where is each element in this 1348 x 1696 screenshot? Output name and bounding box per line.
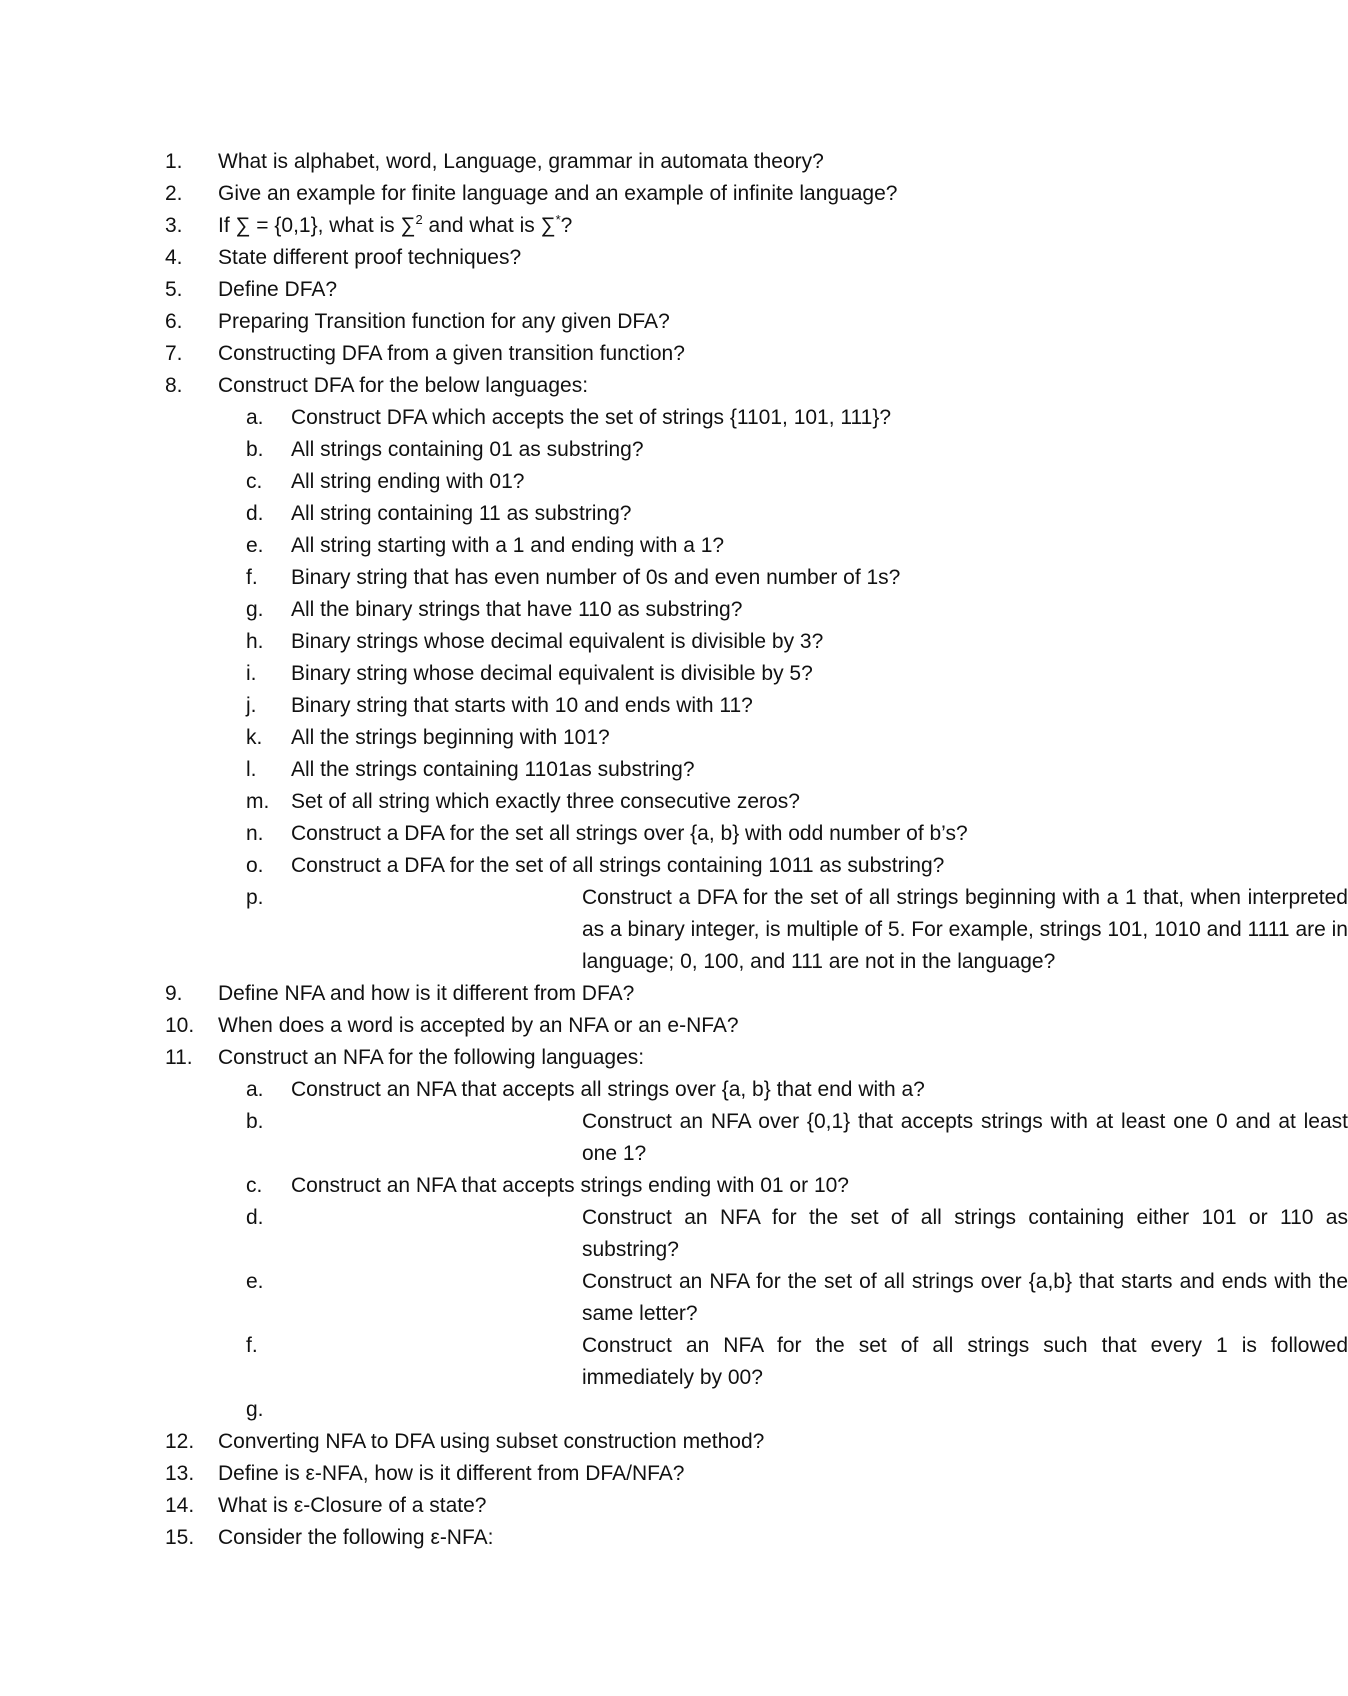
sub-question-text: All the binary strings that have 110 as substring? [291,598,743,621]
sub-question-text: Construct an NFA over {0,1} that accepts strings with at least one 0 and at least one 1? [582,1110,1348,1165]
sub-question-text: Set of all string which exactly three consecutive zeros? [291,790,800,813]
sub-question-letter: i. [246,662,257,685]
question-item [0,1490,1200,1522]
sub-question-letter: d. [246,502,264,525]
question-item [0,274,1200,306]
sub-question-item [0,402,1200,434]
sub-question-text: Construct an NFA for the set of all strings over {a,b} that starts and ends with the same letter? [582,1270,1348,1325]
question-text: Define DFA? [218,278,338,301]
question-text: Give an example for finite language and an example of infinite language? [218,182,898,205]
sub-question-item [0,1330,1348,1394]
question-list [0,146,1348,1554]
sub-question-letter: f. [246,1334,258,1357]
sub-question-letter: o. [246,854,264,877]
question-text: What is alphabet, word, Language, grammar in automata theory? [218,150,824,173]
sub-question-text: Construct DFA which accepts the set of strings {1101, 101, 111}? [291,406,892,429]
sub-question-text: All string ending with 01? [291,470,525,493]
sub-question-item [0,562,1200,594]
question-number: 11. [165,1046,193,1069]
question-number: 4. [165,246,183,269]
question-item [0,1426,1200,1458]
question-text: When does a word is accepted by an NFA or an e-NFA? [218,1014,739,1037]
question-text: Define NFA and how is it different from DFA? [218,982,635,1005]
sub-question-item [0,594,1200,626]
sub-question-letter: k. [246,726,263,749]
question-item [0,210,1200,242]
question-number: 12. [165,1430,195,1453]
sub-question-letter: f. [246,566,258,589]
question-number: 13. [165,1462,195,1485]
question-number: 5. [165,278,183,301]
question-number: 14. [165,1494,195,1517]
sub-question-text: All string starting with a 1 and ending with a 1? [291,534,725,557]
question-number: 7. [165,342,183,365]
sub-question-text: Construct an NFA for the set of all strings such that every 1 is followed immediately by 00? [582,1334,1348,1389]
question-text-part: ? [560,214,573,237]
sub-question-item [0,434,1200,466]
sub-question-item [0,850,1200,882]
sub-question-item [0,1202,1348,1266]
question-text: Converting NFA to DFA using subset construction method? [218,1430,765,1453]
question-text [218,210,572,242]
question-item [0,370,1200,402]
question-text-part: and what is ∑ [422,214,556,237]
question-text: Construct DFA for the below languages: [218,374,589,397]
question-item [0,1522,1200,1554]
sub-question-item [0,754,1200,786]
question-text: What is ε-Closure of a state? [218,1494,487,1517]
sub-question-letter: j. [246,694,257,717]
question-text: Consider the following ε-NFA: [218,1526,494,1549]
sub-question-letter: a. [246,1078,264,1101]
sub-question-item [0,1266,1348,1330]
question-item [0,338,1200,370]
sub-question-letter: b. [246,1110,264,1133]
question-text-part: If ∑ = {0,1}, what is ∑ [218,214,416,237]
question-number: 2. [165,182,183,205]
sub-question-item [0,498,1200,530]
question-text: Constructing DFA from a given transition function? [218,342,685,365]
question-number: 3. [165,214,183,237]
question-text: Preparing Transition function for any given DFA? [218,310,670,333]
sub-question-text: Construct an NFA that accepts strings ending with 01 or 10? [291,1174,849,1197]
sub-question-item [0,786,1200,818]
sub-question-item [0,1394,1200,1426]
sub-question-item [0,818,1200,850]
question-number: 15. [165,1526,195,1549]
sub-question-item [0,1074,1200,1106]
sub-question-item [0,1106,1348,1170]
sub-question-text: Binary string whose decimal equivalent is divisible by 5? [291,662,813,685]
question-item [0,242,1200,274]
question-number: 10. [165,1014,195,1037]
sub-question-letter: l. [246,758,257,781]
sub-question-letter: g. [246,598,264,621]
question-text: State different proof techniques? [218,246,522,269]
sub-question-item [0,1170,1200,1202]
sub-question-letter: h. [246,630,264,653]
superscript: 2 [415,212,423,227]
sub-question-letter: p. [246,886,264,909]
sub-question-text: Binary string that starts with 10 and ends with 11? [291,694,753,717]
sub-question-text: All string containing 11 as substring? [291,502,632,525]
sub-question-item [0,658,1200,690]
sub-question-item [0,626,1200,658]
sub-question-letter: g. [246,1398,264,1421]
question-number: 9. [165,982,183,1005]
sub-question-text: All the strings containing 1101as substring? [291,758,695,781]
sub-question-letter: a. [246,406,264,429]
sub-question-letter: d. [246,1206,264,1229]
sub-question-letter: e. [246,534,264,557]
sub-question-letter: b. [246,438,264,461]
sub-question-text: Construct an NFA for the set of all strings containing either 101 or 110 as substring? [582,1206,1348,1261]
sub-question-item [0,882,1348,978]
sub-question-text: Binary string that has even number of 0s and even number of 1s? [291,566,901,589]
sub-question-text: Construct a DFA for the set all strings over {a, b} with odd number of b’s? [291,822,968,845]
question-number: 8. [165,374,183,397]
sub-question-letter: c. [246,470,263,493]
question-item [0,1458,1200,1490]
sub-question-letter: e. [246,1270,264,1293]
question-text: Define is ε-NFA, how is it different from DFA/NFA? [218,1462,685,1485]
sub-question-letter: c. [246,1174,263,1197]
question-item [0,1042,1200,1074]
sub-question-item [0,690,1200,722]
sub-question-text: All strings containing 01 as substring? [291,438,644,461]
sub-question-item [0,722,1200,754]
sub-question-item [0,530,1200,562]
question-item [0,978,1200,1010]
sub-question-text: Construct a DFA for the set of all strings beginning with a 1 that, when interpreted as a binary integer, is multiple of 5. For example, strings 101, 1010 and 1111 are in language; 0, 100, and 111 are not in the language? [582,886,1348,973]
question-item [0,146,1200,178]
question-item [0,178,1200,210]
question-item [0,306,1200,338]
question-number: 1. [165,150,183,173]
question-item [0,1010,1200,1042]
sub-question-text: Construct a DFA for the set of all strings containing 1011 as substring? [291,854,945,877]
sub-question-letter: m. [246,790,270,813]
question-number: 6. [165,310,183,333]
superscript: * [555,212,561,227]
sub-question-text: All the strings beginning with 101? [291,726,610,749]
sub-question-text: Construct an NFA that accepts all strings over {a, b} that end with a? [291,1078,925,1101]
sub-question-item [0,466,1200,498]
sub-question-text: Binary strings whose decimal equivalent is divisible by 3? [291,630,824,653]
question-text: Construct an NFA for the following languages: [218,1046,645,1069]
sub-question-letter: n. [246,822,264,845]
